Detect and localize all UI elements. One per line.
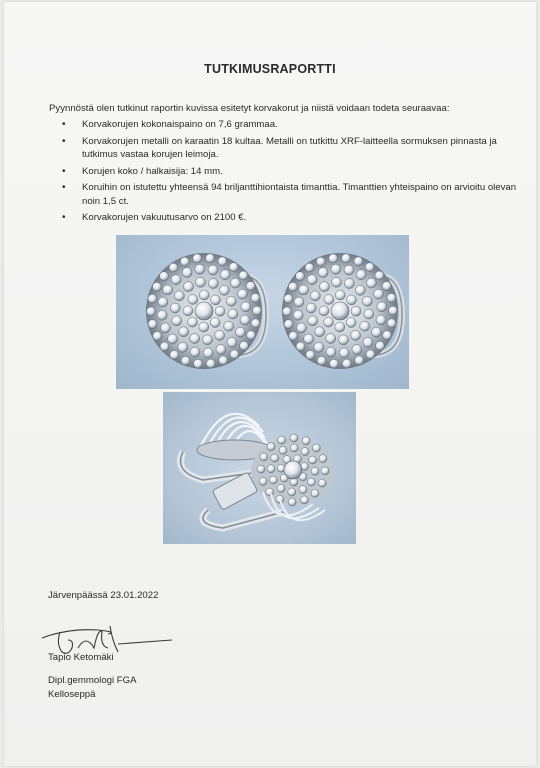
diamond-stone xyxy=(179,327,189,337)
diamond-stone xyxy=(172,316,182,326)
diamond-stone xyxy=(289,332,298,341)
diamond-stone xyxy=(366,350,375,359)
diamond-stone xyxy=(326,334,336,344)
diamond-stone xyxy=(300,496,308,504)
diamond-stone xyxy=(219,356,228,365)
diamond-stone xyxy=(251,319,260,328)
diamond-stone xyxy=(181,356,190,365)
diamond-stone xyxy=(389,306,398,315)
diamond-stone xyxy=(356,270,366,280)
diamond-stone xyxy=(251,293,260,302)
diamond-stone xyxy=(215,330,225,340)
diamond-stone xyxy=(267,465,275,473)
diamond-stone xyxy=(152,282,161,291)
diamond-stone xyxy=(342,359,351,368)
diamond-stone xyxy=(318,479,326,487)
diamond-stone xyxy=(160,272,169,281)
diamond-stone xyxy=(387,319,396,328)
diamond-stone xyxy=(346,318,356,328)
diamond-stone xyxy=(299,486,307,494)
diamond-stone xyxy=(376,341,385,350)
diamond-stone xyxy=(335,290,345,300)
diamond-stone xyxy=(227,337,237,347)
diamond-stone xyxy=(315,327,325,337)
diamond-stone xyxy=(190,347,200,357)
diamond-stone xyxy=(195,264,205,274)
diamond-stone xyxy=(299,285,309,295)
diamond-stone xyxy=(269,476,277,484)
diamond-stone xyxy=(306,303,316,313)
diamond-stone xyxy=(229,263,238,272)
diamond-stone xyxy=(193,254,202,263)
diamond-stone xyxy=(316,257,325,266)
diamond-stone xyxy=(247,331,256,340)
diamond-stone xyxy=(352,345,362,355)
diamond-stone xyxy=(307,275,317,285)
diamond-stone xyxy=(161,323,171,333)
diamond-stone xyxy=(168,334,178,344)
diamond-stone xyxy=(387,293,396,302)
diamond-stone xyxy=(301,448,309,456)
diamond-stone xyxy=(190,334,200,344)
diamond-stone xyxy=(220,270,230,280)
fact-item: • Korvakorujen kokonaispaino on 7,6 grammaa. xyxy=(62,118,522,132)
diamond-stone xyxy=(174,291,184,301)
earrings-side-photo xyxy=(163,392,356,544)
diamond-stone xyxy=(157,310,167,320)
diamond-stone xyxy=(284,320,293,329)
diamond-stone xyxy=(314,342,324,352)
diamond-stone xyxy=(178,342,188,352)
diamond-stone xyxy=(293,310,303,320)
diamond-stone xyxy=(296,272,305,281)
diamond-stone xyxy=(266,488,274,496)
diamond-stone xyxy=(208,279,218,289)
diamond-stone xyxy=(288,282,297,291)
report-title: TUTKIMUSRAPORTTI xyxy=(204,62,336,76)
diamond-stone xyxy=(183,282,193,292)
diamond-stone xyxy=(283,307,292,316)
diamond-stone xyxy=(377,302,387,312)
diamond-stone xyxy=(309,456,317,464)
diamond-stone xyxy=(290,434,298,442)
diamond-stone xyxy=(206,359,215,368)
diamond-stone xyxy=(308,316,318,326)
diamond-stone xyxy=(326,347,336,357)
diamond-stone xyxy=(169,263,178,272)
diamond-stone xyxy=(171,275,181,285)
signer-credential: Dipl.gemmologi FGA xyxy=(48,675,137,686)
diamond-stone xyxy=(306,350,315,359)
diamond-stone xyxy=(147,307,156,316)
diamond-stone xyxy=(304,334,314,344)
diamond-stone xyxy=(194,359,203,368)
signer-credential: Kelloseppä xyxy=(48,689,96,700)
diamond-stone xyxy=(160,342,169,351)
diamond-stone xyxy=(215,306,225,316)
diamond-stone xyxy=(366,278,376,288)
center-diamond xyxy=(284,461,302,479)
diamond-stone xyxy=(342,254,351,263)
diamond-stone xyxy=(354,257,363,266)
diamond-stone xyxy=(329,254,338,263)
diamond-stone xyxy=(302,437,310,445)
center-diamond xyxy=(195,302,213,320)
diamond-stone xyxy=(224,321,234,331)
diamond-stone xyxy=(344,279,354,289)
diamond-stone xyxy=(339,348,349,358)
diamond-stone xyxy=(279,446,287,454)
diamond-stone xyxy=(363,337,373,347)
signer-name: Tapio Ketomäki xyxy=(48,652,114,663)
diamond-stone xyxy=(241,302,251,312)
diamond-stone xyxy=(351,306,361,316)
center-diamond xyxy=(331,302,349,320)
diamond-stone xyxy=(183,306,193,316)
diamond-stone xyxy=(226,296,236,306)
diamond-stone xyxy=(355,356,364,365)
diamond-stone xyxy=(371,327,381,337)
diamond-stone xyxy=(148,294,157,303)
diamond-stone xyxy=(311,489,319,497)
diamond-stone xyxy=(277,484,285,492)
diamond-stone xyxy=(319,455,327,463)
diamond-stone xyxy=(235,327,245,337)
diamond-stone xyxy=(319,306,329,316)
diamond-stone xyxy=(307,478,315,486)
diamond-stone xyxy=(278,436,286,444)
diamond-stone xyxy=(362,296,372,306)
diamond-stone xyxy=(335,322,345,332)
diamond-stone xyxy=(324,295,334,305)
diamond-stone xyxy=(188,295,198,305)
diamond-stone xyxy=(211,295,221,305)
diamond-stone xyxy=(382,282,391,291)
diamond-stone xyxy=(319,282,329,292)
diamond-stone xyxy=(288,498,296,506)
diamond-stone xyxy=(330,359,339,368)
diamond-stone xyxy=(360,321,370,331)
intro-paragraph: Pyynnöstä olen tutkinut raportin kuvissa esitetyt korvakorut ja niistä voidaan todeta seuraavaa: xyxy=(49,103,450,114)
diamond-stone xyxy=(310,291,320,301)
diamond-stone xyxy=(284,294,293,303)
diamond-stone xyxy=(196,277,206,287)
diamond-stone xyxy=(182,268,192,278)
diamond-stone xyxy=(208,265,218,275)
diamond-stone xyxy=(376,315,386,325)
diamond-stone xyxy=(170,350,179,359)
diamond-stone xyxy=(240,315,250,325)
diamond-stone xyxy=(163,285,173,295)
diamond-stone xyxy=(383,331,392,340)
diamond-stone xyxy=(158,297,168,307)
diamond-stone xyxy=(317,356,326,365)
diamond-stone xyxy=(312,444,320,452)
diamond-stone xyxy=(153,332,162,341)
diamond-stone xyxy=(318,268,328,278)
diamond-stone xyxy=(321,467,329,475)
diamond-stone xyxy=(210,318,220,328)
diamond-stone xyxy=(297,323,307,333)
diamond-stone xyxy=(290,444,298,452)
diamond-stone xyxy=(228,309,238,319)
diamond-stone xyxy=(206,254,215,263)
diamond-stone xyxy=(238,289,248,299)
diamond-stone xyxy=(311,467,319,475)
diamond-stone xyxy=(199,322,209,332)
diamond-stone xyxy=(351,330,361,340)
facts-list xyxy=(62,118,522,228)
diamond-stone xyxy=(324,317,334,327)
diamond-stone xyxy=(294,297,304,307)
diamond-stone xyxy=(246,282,255,291)
diamond-stone xyxy=(216,345,226,355)
diamond-stone xyxy=(375,271,384,280)
diamond-stone xyxy=(180,257,189,266)
diamond-stone xyxy=(347,295,357,305)
diamond-stone xyxy=(218,257,227,266)
diamond-stone xyxy=(332,277,342,287)
diamond-stone xyxy=(203,335,213,345)
diamond-stone xyxy=(267,443,275,451)
diamond-stone xyxy=(253,306,262,315)
diamond-stone xyxy=(331,264,341,274)
fact-item: • Korvakorujen metalli on karaatin 18 kultaa. Metalli on tutkittu XRF-laitteella sormuksen pinnasta ja tutkimus vastaa korujen leimoja. xyxy=(62,135,522,162)
diamond-stone xyxy=(257,465,265,473)
diamond-stone xyxy=(364,309,374,319)
diamond-stone xyxy=(188,317,198,327)
diamond-stone xyxy=(344,265,354,275)
diamond-stone xyxy=(259,477,267,485)
diamond-stone xyxy=(240,341,249,350)
diamond-stone xyxy=(239,271,248,280)
diamond-stone xyxy=(365,263,374,272)
diamond-stone xyxy=(271,454,279,462)
diamond-stone xyxy=(170,303,180,313)
diamond-stone xyxy=(339,335,349,345)
diamond-stone xyxy=(296,342,305,351)
diamond-stone xyxy=(148,320,157,329)
diamond-stone xyxy=(355,285,365,295)
earrings-front-photo xyxy=(116,235,409,389)
diamond-stone xyxy=(305,263,314,272)
diamond-stone xyxy=(260,453,268,461)
fact-item: • Korvakorujen vakuutusarvo on 2100 €. xyxy=(62,211,522,225)
diamond-stone xyxy=(203,348,213,358)
fact-item: • Koruihin on istutettu yhteensä 94 briljanttihiontaista timanttia. Timanttien yhteispaino on arvioitu olevan noin 1,5 ct. xyxy=(62,181,522,208)
diamond-stone xyxy=(374,289,384,299)
diamond-stone xyxy=(199,290,209,300)
diamond-stone xyxy=(288,488,296,496)
diamond-stone xyxy=(230,278,240,288)
diamond-stone xyxy=(230,350,239,359)
fact-item: • Korujen koko / halkaisija: 14 mm. xyxy=(62,165,522,179)
place-date: Järvenpäässä 23.01.2022 xyxy=(48,590,159,601)
diamond-stone xyxy=(219,285,229,295)
